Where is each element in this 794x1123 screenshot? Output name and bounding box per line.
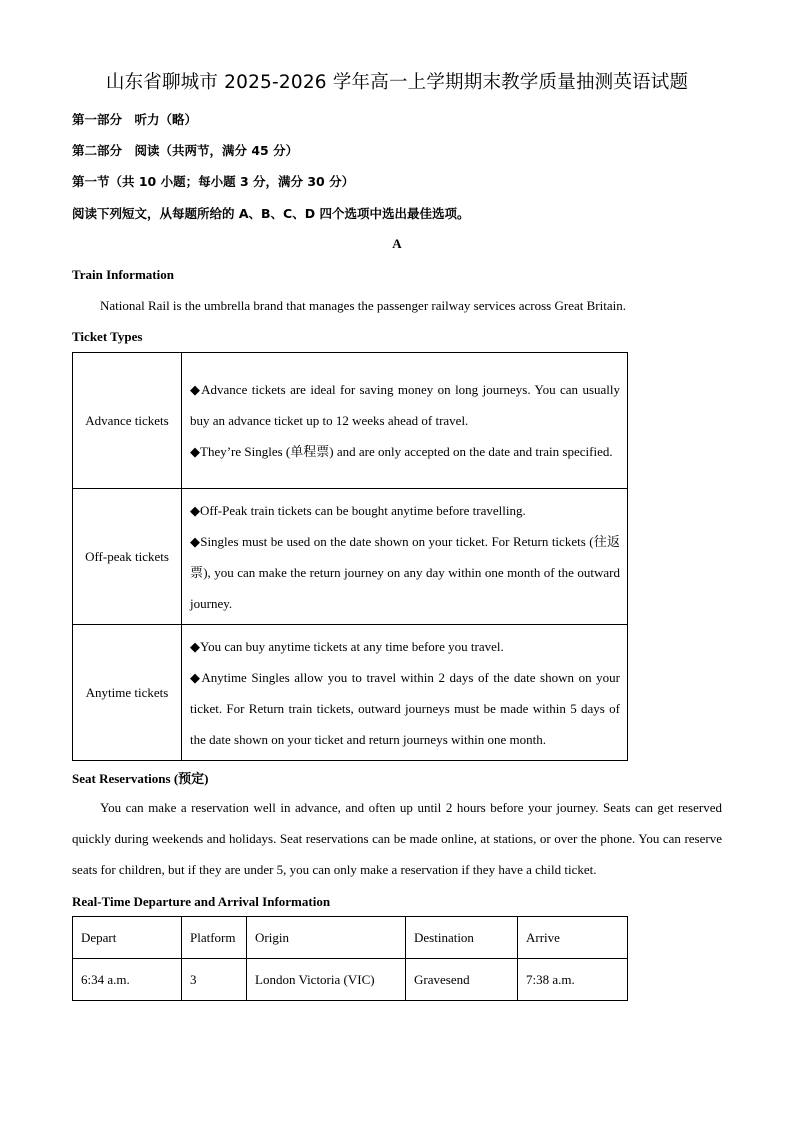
cell-depart: 6:34 a.m. — [73, 959, 182, 1001]
seat-reservations-text: You can make a reservation well in advance, and often up until 2 hours before your journey. Seats can get reserved quickly during weekends and holidays. Seat reservations can be made online, at stations, or over the phone. You can reserve seats for children, but if they are under 5, you can only make a reservation if they have a child ticket. — [72, 800, 722, 877]
table-row — [73, 353, 628, 489]
ticket-type-cell: Off-peak tickets — [73, 489, 182, 625]
ticket-type-cell: Advance tickets — [73, 353, 182, 489]
table-row — [73, 959, 628, 1001]
train-info-heading: Train Information — [72, 267, 174, 282]
ticket-point: ◆They’re Singles (单程票) and are only accepted on the date and train specified. — [190, 444, 613, 459]
cell-destination: Gravesend — [406, 959, 518, 1001]
header-arrive: Arrive — [518, 917, 628, 959]
seat-reservations-heading: Seat Reservations (预定) — [72, 771, 209, 786]
realtime-table — [72, 916, 628, 1001]
ticket-point: ◆You can buy anytime tickets at any time before you travel. — [190, 638, 504, 654]
ticket-type-cell: Anytime tickets — [73, 625, 182, 761]
part1-line: 第一部分 听力（略） — [72, 112, 198, 127]
header-destination: Destination — [406, 917, 518, 959]
page-title: 山东省聊城市 2025-2026 学年高一上学期期末教学质量抽测英语试题 — [105, 72, 689, 93]
realtime-heading: Real-Time Departure and Arrival Information — [72, 894, 331, 909]
ticket-point: ◆Singles must be used on the date shown on your ticket. For Return tickets (往返票), you can make the return journey on any day within one month of the outward journey. — [190, 533, 620, 611]
ticket-point: ◆Anytime Singles allow you to travel within 2 days of the date shown on your ticket. For Return train tickets, outward journeys must be made within 5 days of the date shown on your ticket and return journeys within one month. — [190, 669, 620, 747]
ticket-point: ◆Advance tickets are ideal for saving money on long journeys. You can usually buy an advance ticket up to 12 weeks ahead of travel. — [190, 382, 620, 428]
table-row — [73, 625, 628, 761]
section1-line: 第一节（共 10 小题；每小题 3 分，满分 30 分） — [72, 174, 355, 189]
ticket-point: ◆Off-Peak train tickets can be bought anytime before travelling. — [190, 502, 526, 518]
header-origin: Origin — [247, 917, 406, 959]
passage-letter: A — [392, 236, 402, 251]
table-row — [73, 489, 628, 625]
ticket-types-heading: Ticket Types — [72, 329, 143, 344]
train-info-text: National Rail is the umbrella brand that manages the passenger railway services across Great Britain. — [100, 298, 626, 313]
cell-arrive: 7:38 a.m. — [518, 959, 628, 1001]
ticket-desc-cell — [182, 625, 628, 761]
instruction-line: 阅读下列短文，从每题所给的 A、B、C、D 四个选项中选出最佳选项。 — [72, 206, 470, 221]
table-header-row — [73, 917, 628, 959]
cell-platform: 3 — [182, 959, 247, 1001]
ticket-desc-cell — [182, 353, 628, 489]
header-depart: Depart — [73, 917, 182, 959]
ticket-types-table — [72, 352, 628, 761]
part2-line: 第二部分 阅读（共两节，满分 45 分） — [72, 143, 299, 158]
header-platform: Platform — [182, 917, 247, 959]
ticket-desc-cell — [182, 489, 628, 625]
cell-origin: London Victoria (VIC) — [247, 959, 406, 1001]
